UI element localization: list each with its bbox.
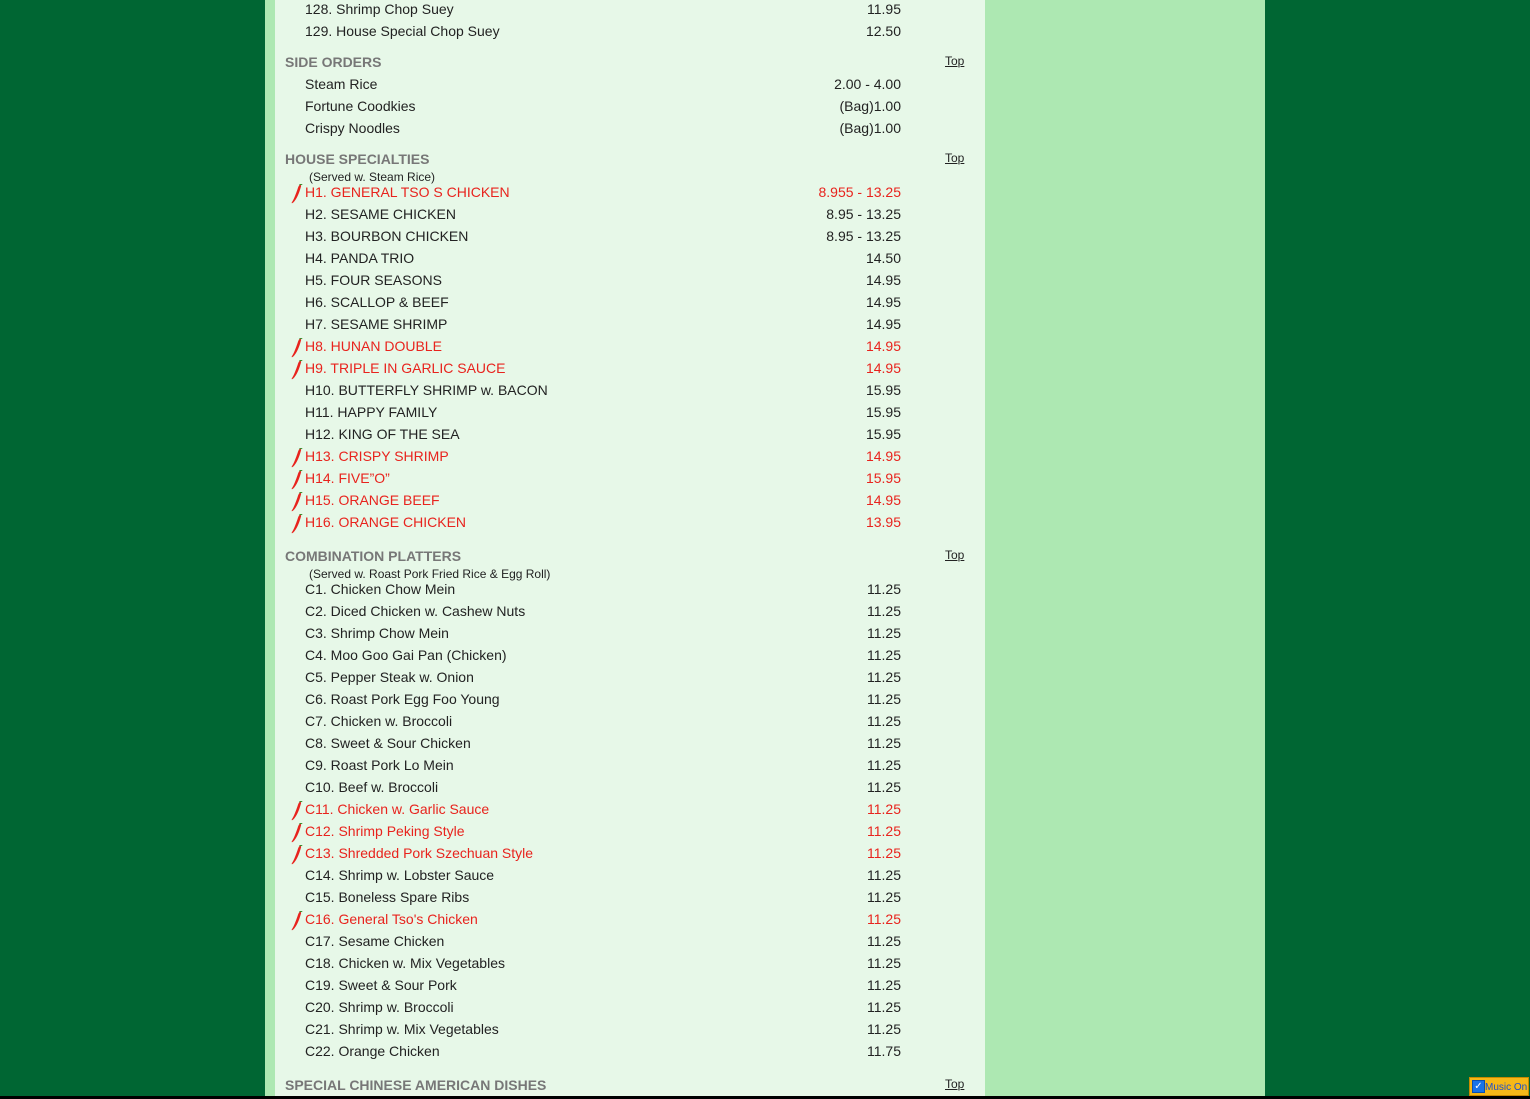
menu-item-name: H4. PANDA TRIO <box>305 250 415 266</box>
chili-pepper-icon <box>289 911 303 931</box>
menu-item-price: 11.25 <box>867 999 901 1015</box>
menu-item-name: C6. Roast Pork Egg Foo Young <box>305 691 500 707</box>
menu-item-price: 15.95 <box>865 426 901 442</box>
menu-item-row <box>275 646 985 668</box>
menu-item-row <box>275 249 985 271</box>
menu-item-price: (Bag)1.00 <box>839 98 901 114</box>
menu-item-price: 11.25 <box>867 669 901 685</box>
menu-item-price: 11.25 <box>867 581 901 597</box>
top-link[interactable]: Top <box>945 1077 965 1091</box>
menu-item-price: 11.25 <box>867 867 901 883</box>
menu-item-name: H11. HAPPY FAMILY <box>305 404 438 420</box>
menu-item-row <box>275 293 985 315</box>
menu-item-name: H2. SESAME CHICKEN <box>305 206 456 222</box>
chili-pepper-icon <box>289 492 303 512</box>
menu-item-name: H3. BOURBON CHICKEN <box>305 228 469 244</box>
menu-item-row <box>275 998 985 1020</box>
menu-item-row <box>275 425 985 447</box>
menu-item-name: C11. Chicken w. Garlic Sauce <box>305 801 490 817</box>
menu-item-row <box>275 668 985 690</box>
music-checkbox[interactable]: ✓ <box>1472 1080 1485 1093</box>
menu-item-name: H10. BUTTERFLY SHRIMP w. BACON <box>305 382 548 398</box>
menu-item-row <box>275 22 985 44</box>
menu-item-price: 11.25 <box>867 845 901 861</box>
menu-item-price: 12.50 <box>865 23 901 39</box>
menu-item-price: 11.25 <box>867 801 901 817</box>
menu-item-price: 11.25 <box>867 977 901 993</box>
menu-item-name: C9. Roast Pork Lo Mein <box>305 757 454 773</box>
menu-item-name: H13. CRISPY SHRIMP <box>305 448 449 464</box>
menu-item-price: 11.75 <box>867 1043 901 1059</box>
menu-item-name: Fortune Coodkies <box>305 98 416 114</box>
menu-item-name: C10. Beef w. Broccoli <box>305 779 439 795</box>
menu-item-row <box>275 624 985 646</box>
menu-item-price: 13.95 <box>865 514 901 530</box>
menu-item-row <box>275 469 985 491</box>
menu-item-row <box>275 315 985 337</box>
menu-item-row <box>275 183 985 205</box>
menu-item-row <box>275 734 985 756</box>
menu-item-price: 14.50 <box>865 250 901 266</box>
menu-item-name: Steam Rice <box>305 76 378 92</box>
chili-pepper-icon <box>289 801 303 821</box>
menu-item-row <box>275 97 985 119</box>
menu-item-price: 11.25 <box>867 779 901 795</box>
menu-item-row <box>275 403 985 425</box>
menu-item-row <box>275 0 985 22</box>
section-title: SIDE ORDERS <box>285 54 382 70</box>
menu-item-name: H5. FOUR SEASONS <box>305 272 442 288</box>
menu-item-price: 11.25 <box>867 823 901 839</box>
menu-item-row <box>275 337 985 359</box>
menu-item-price: 14.95 <box>865 360 901 376</box>
menu-item-name: H9. TRIPLE IN GARLIC SAUCE <box>305 360 506 376</box>
menu-item-name: C22. Orange Chicken <box>305 1043 440 1059</box>
menu-item-row <box>275 381 985 403</box>
menu-item-row <box>275 119 985 141</box>
menu-item-name: H12. KING OF THE SEA <box>305 426 460 442</box>
chili-pepper-icon <box>289 514 303 534</box>
menu-item-row <box>275 866 985 888</box>
menu-item-price: 11.25 <box>867 955 901 971</box>
menu-item-row <box>275 756 985 778</box>
chili-pepper-icon <box>289 360 303 380</box>
menu-item-price: 11.25 <box>867 1021 901 1037</box>
menu-item-name: C20. Shrimp w. Broccoli <box>305 999 454 1015</box>
menu-item-name: C19. Sweet & Sour Pork <box>305 977 457 993</box>
menu-item-price: 14.95 <box>865 448 901 464</box>
menu-item-row <box>275 932 985 954</box>
menu-item-row <box>275 580 985 602</box>
music-label: Music On <box>1485 1082 1528 1093</box>
menu-item-name: C16. General Tso's Chicken <box>305 911 478 927</box>
top-link[interactable]: Top <box>945 548 965 562</box>
menu-item-name: C1. Chicken Chow Mein <box>305 581 456 597</box>
menu-item-row <box>275 976 985 998</box>
menu-item-row <box>275 822 985 844</box>
top-link[interactable]: Top <box>945 54 965 68</box>
menu-item-price: 8.95 - 13.25 <box>826 228 901 244</box>
chili-pepper-icon <box>289 184 303 204</box>
menu-item-row <box>275 1020 985 1042</box>
menu-item-name: H15. ORANGE BEEF <box>305 492 440 508</box>
menu-item-name: C14. Shrimp w. Lobster Sauce <box>305 867 495 883</box>
chili-pepper-icon <box>289 338 303 358</box>
menu-item-row <box>275 513 985 535</box>
menu-item-name: C4. Moo Goo Gai Pan (Chicken) <box>305 647 507 663</box>
top-link[interactable]: Top <box>945 151 965 165</box>
menu-item-price: 11.25 <box>867 713 901 729</box>
menu-item-name: C3. Shrimp Chow Mein <box>305 625 449 641</box>
menu-item-price: 15.95 <box>865 470 901 486</box>
menu-item-price: 11.25 <box>867 691 901 707</box>
menu-item-price: 15.95 <box>865 404 901 420</box>
chili-pepper-icon <box>289 845 303 865</box>
menu-item-price: 11.25 <box>867 911 901 927</box>
menu-item-price: 14.95 <box>865 272 901 288</box>
menu-item-price: 8.955 - 13.25 <box>818 184 901 200</box>
section-note: (Served w. Roast Pork Fried Rice & Egg Roll) <box>309 567 551 581</box>
menu-item-name: 129. House Special Chop Suey <box>305 23 500 39</box>
menu-item-row <box>275 800 985 822</box>
menu-item-row <box>275 359 985 381</box>
menu-item-row <box>275 778 985 800</box>
menu-item-price: 11.25 <box>867 735 901 751</box>
menu-item-price: 14.95 <box>865 492 901 508</box>
menu-item-price: (Bag)1.00 <box>839 120 901 136</box>
menu-item-name: C13. Shredded Pork Szechuan Style <box>305 845 534 861</box>
menu-item-row <box>275 712 985 734</box>
menu-item-name: C12. Shrimp Peking Style <box>305 823 465 839</box>
chili-pepper-icon <box>289 470 303 490</box>
chili-pepper-icon <box>289 448 303 468</box>
menu-item-name: C8. Sweet & Sour Chicken <box>305 735 471 751</box>
section-note: (Served w. Steam Rice) <box>309 170 436 184</box>
menu-item-name: H14. FIVE”O” <box>305 470 390 486</box>
menu-item-name: 128. Shrimp Chop Suey <box>305 1 454 17</box>
menu-item-row <box>275 227 985 249</box>
menu-item-name: C21. Shrimp w. Mix Vegetables <box>305 1021 499 1037</box>
menu-item-price: 11.25 <box>867 603 901 619</box>
chili-pepper-icon <box>289 823 303 843</box>
menu-item-price: 14.95 <box>865 316 901 332</box>
menu-item-row <box>275 954 985 976</box>
music-toggle[interactable] <box>1469 1077 1529 1096</box>
menu-item-name: C15. Boneless Spare Ribs <box>305 889 470 905</box>
section-title: HOUSE SPECIALTIES <box>285 151 430 167</box>
menu-item-row <box>275 75 985 97</box>
menu-item-name: C17. Sesame Chicken <box>305 933 445 949</box>
menu-item-row <box>275 1042 985 1064</box>
menu-item-price: 11.25 <box>867 757 901 773</box>
menu-item-price: 14.95 <box>865 294 901 310</box>
menu-item-row <box>275 602 985 624</box>
menu-item-row <box>275 205 985 227</box>
menu-item-row <box>275 491 985 513</box>
menu-item-name: Crispy Noodles <box>305 120 400 136</box>
menu-item-price: 11.25 <box>867 625 901 641</box>
menu-item-row <box>275 844 985 866</box>
menu-item-price: 8.95 - 13.25 <box>826 206 901 222</box>
menu-item-name: H6. SCALLOP & BEEF <box>305 294 449 310</box>
menu-item-name: H16. ORANGE CHICKEN <box>305 514 467 530</box>
menu-item-row <box>275 690 985 712</box>
menu-item-name: H8. HUNAN DOUBLE <box>305 338 442 354</box>
menu-item-price: 11.25 <box>867 933 901 949</box>
menu-item-row <box>275 910 985 932</box>
menu-item-price: 15.95 <box>865 382 901 398</box>
menu-item-name: C5. Pepper Steak w. Onion <box>305 669 474 685</box>
menu-item-name: C2. Diced Chicken w. Cashew Nuts <box>305 603 526 619</box>
menu-item-name: H7. SESAME SHRIMP <box>305 316 448 332</box>
menu-item-price: 14.95 <box>865 338 901 354</box>
menu-item-price: 11.25 <box>867 889 901 905</box>
menu-item-name: H1. GENERAL TSO S CHICKEN <box>305 184 510 200</box>
menu-item-name: C7. Chicken w. Broccoli <box>305 713 453 729</box>
section-title: COMBINATION PLATTERS <box>285 548 462 564</box>
menu-item-price: 11.95 <box>867 1 901 17</box>
menu-item-name: C18. Chicken w. Mix Vegetables <box>305 955 505 971</box>
menu-item-row <box>275 888 985 910</box>
menu-item-row <box>275 271 985 293</box>
section-title: SPECIAL CHINESE AMERICAN DISHES <box>285 1077 547 1093</box>
menu-item-price: 2.00 - 4.00 <box>834 76 901 92</box>
menu-item-price: 11.25 <box>867 647 901 663</box>
menu-item-row <box>275 447 985 469</box>
